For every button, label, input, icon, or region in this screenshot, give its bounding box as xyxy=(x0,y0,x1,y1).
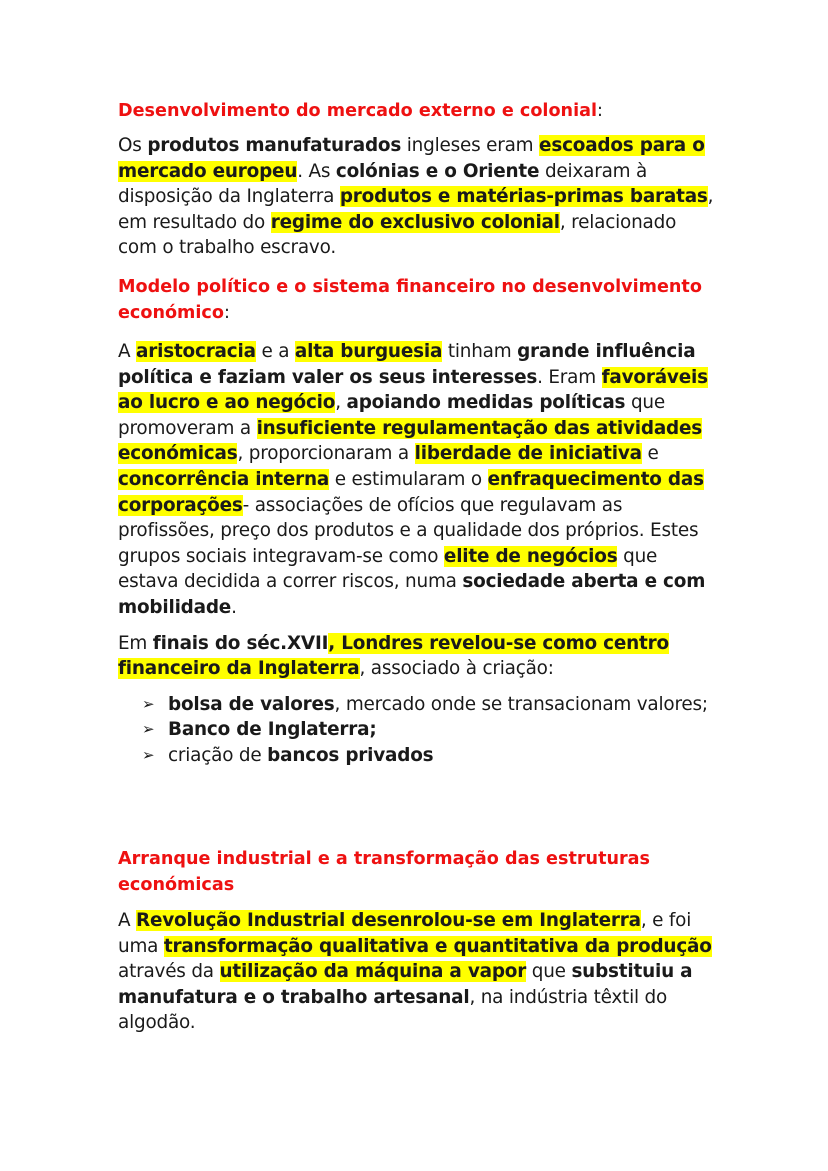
bold-text: produtos manufaturados xyxy=(147,135,402,156)
bold-text: sociedade aberta e com mobilidade xyxy=(118,571,706,618)
text-run: e xyxy=(641,443,659,465)
paragraph xyxy=(118,133,718,261)
arrow-bullet-icon: ➢ xyxy=(142,720,155,739)
highlighted-text: enfraquecimento das corporações xyxy=(118,468,704,516)
text-run: , e foi uma xyxy=(118,910,692,957)
text-run: . xyxy=(231,596,237,618)
text-run: A xyxy=(118,341,137,362)
text-run: . Eram xyxy=(537,366,602,388)
paragraph xyxy=(118,339,718,621)
bold-text: substituiu a manufatura e o trabalho artesanal xyxy=(118,961,693,1008)
highlighted-text: favoráveis ao lucro e ao negócio xyxy=(118,366,708,414)
text-run: que xyxy=(526,961,572,983)
bold-text: Banco de Inglaterra; xyxy=(168,719,377,741)
section-heading: Modelo político e o sistema financeiro no desenvolvimento económico: xyxy=(118,277,702,323)
text-run: , relacionado com o trabalho escravo. xyxy=(118,211,677,259)
highlighted-text: insuficiente regulamentação das atividades económicas xyxy=(118,417,703,465)
text-run: Em xyxy=(118,632,153,654)
section-arranque-industrial xyxy=(118,846,718,1036)
highlighted-text: elite de negócios xyxy=(443,545,618,567)
highlighted-text: transformação qualitativa e quantitativa da produção xyxy=(163,935,712,957)
arrow-bullet-icon: ➢ xyxy=(142,745,155,764)
section-modelo-politico xyxy=(118,274,718,769)
text-run: tinham xyxy=(442,341,518,362)
highlighted-text: liberdade de iniciativa xyxy=(414,443,642,465)
bold-text: grande influência política e faziam valer os seus interesses xyxy=(118,341,696,388)
text-run: , xyxy=(335,392,347,414)
arrow-bullet-icon: ➢ xyxy=(142,694,155,713)
highlighted-text: utilização da máquina a vapor xyxy=(219,961,527,983)
text-run: e estimularam o xyxy=(329,468,488,490)
bullet-list xyxy=(118,692,718,769)
list-item xyxy=(118,743,718,769)
text-run: , na indústria têxtil do algodão. xyxy=(118,986,668,1034)
paragraph xyxy=(118,631,718,682)
text-run: Os xyxy=(118,135,148,156)
text-run: e a xyxy=(255,341,295,362)
text-run: através da xyxy=(118,961,220,983)
text-run: criação de xyxy=(168,744,268,766)
text-run: ingleses eram xyxy=(401,135,540,156)
list-item xyxy=(118,692,718,718)
section-heading: Arranque industrial e a transformação das estruturas económicas xyxy=(118,849,651,895)
text-run: que estava decidida a correr riscos, numa xyxy=(118,545,658,593)
section-mercado-externo xyxy=(118,98,718,261)
text-run: - associações de ofícios que regulavam as profissões, preço dos produtos e a qualidade dos próprios. Estes grupos sociais integravam-se como xyxy=(118,494,699,567)
paragraph xyxy=(118,908,718,1036)
text-run: , mercado onde se transacionam valores; xyxy=(334,693,708,715)
highlighted-text: alta burguesia xyxy=(294,341,443,362)
list-item xyxy=(118,717,718,743)
text-run: . As xyxy=(297,160,336,182)
highlighted-text: regime do exclusivo colonial xyxy=(270,211,560,233)
bold-text: bancos privados xyxy=(267,744,434,766)
text-run: A xyxy=(118,910,137,931)
bold-text: bolsa de valores xyxy=(168,693,335,715)
bold-text: colónias e o Oriente xyxy=(335,160,540,182)
highlighted-text: produtos e matérias-primas baratas xyxy=(339,186,708,208)
highlighted-text: aristocracia xyxy=(136,341,256,362)
highlighted-text: escoados para o mercado europeu xyxy=(118,135,705,182)
section-heading: Desenvolvimento do mercado externo e colonial: xyxy=(118,101,603,121)
highlighted-text: concorrência interna xyxy=(118,468,330,490)
text-run: , proporcionaram a xyxy=(237,443,415,465)
highlighted-text: , Londres revelou-se como centro financeiro da Inglaterra xyxy=(118,632,669,680)
text-run: , em resultado do xyxy=(118,186,714,233)
text-run: , associado à criação: xyxy=(359,658,554,680)
bold-text: apoiando medidas políticas xyxy=(346,392,626,414)
highlighted-text: Revolução Industrial desenrolou-se em Inglaterra xyxy=(136,910,641,931)
bold-text: finais do séc.XVII xyxy=(152,632,329,654)
text-run: que promoveram a xyxy=(118,392,665,439)
text-run: deixaram à disposição da Inglaterra xyxy=(118,160,648,208)
